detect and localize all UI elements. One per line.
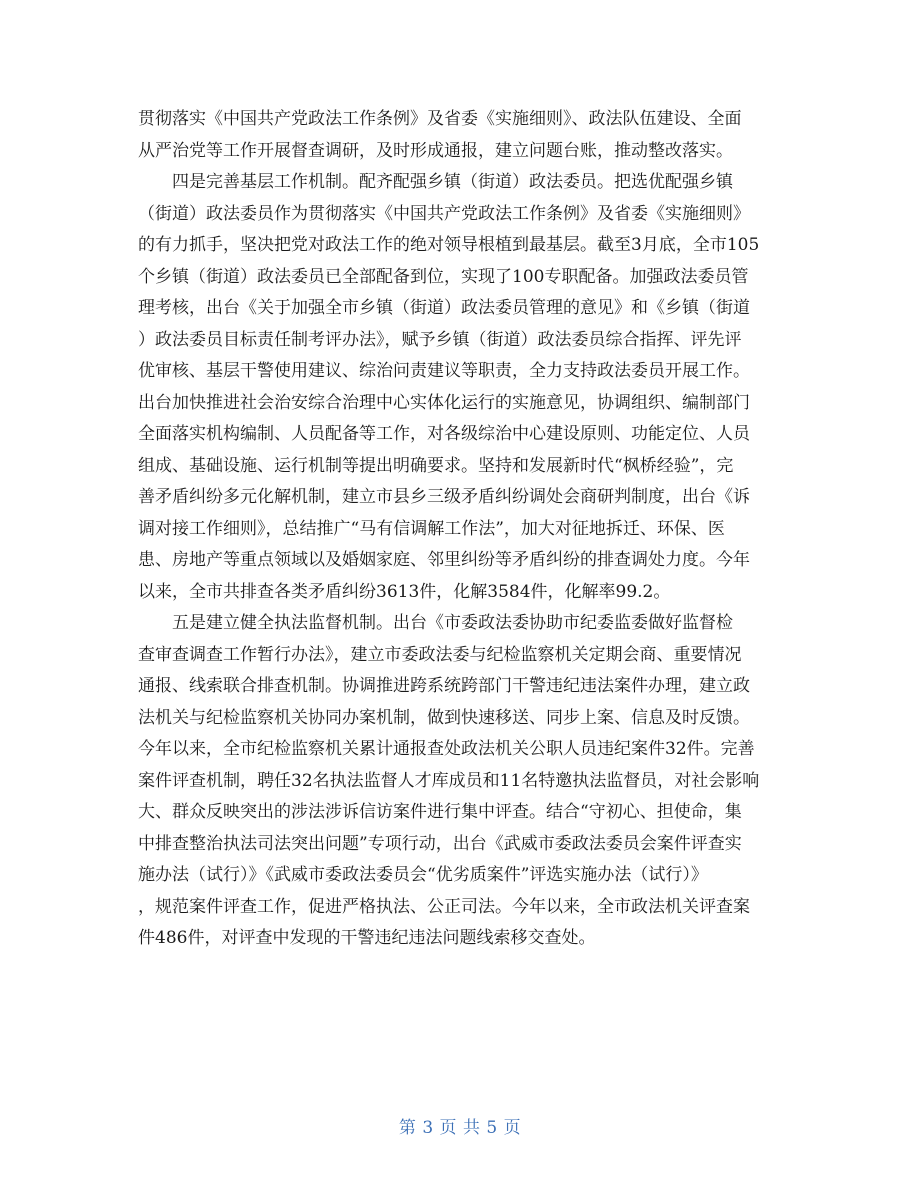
text-line: 以来，全市共排查各类矛盾纠纷3613件，化解3584件，化解率99.2。: [138, 581, 671, 602]
text-line: 案件评查机制，聘任32名执法监督人才库成员和11名特邀执法监督员，对社会影响: [138, 770, 760, 791]
text-line: 中排查整治执法司法突出问题”专项行动，出台《武威市委政法委员会案件评查实: [138, 833, 742, 854]
document-body: [138, 104, 798, 955]
text-line: 施办法（试行）》《武威市委政法委员会“优劣质案件”评选实施办法（试行）》: [138, 865, 708, 885]
paragraph-1: [138, 104, 798, 167]
text-line: 调对接工作细则》，总结推广“马有信调解工作法”，加大对征地拆迁、环保、医: [138, 518, 725, 539]
text-line: 组成、基础设施、运行机制等提出明确要求。坚持和发展新时代“枫桥经验”，完: [138, 455, 734, 476]
text-line: 的有力抓手，坚决把党对政法工作的绝对领导根植到最基层。截至3月底，全市105: [138, 235, 760, 255]
text-line: 善矛盾纠纷多元化解机制，建立市县乡三级矛盾纠纷调处会商研判制度，出台《诉: [138, 487, 750, 507]
text-line: 大、群众反映突出的涉法涉诉信访案件进行集中评查。结合“守初心、担使命，集: [138, 802, 742, 822]
text-line: 出台加快推进社会治安综合治理中心实体化运行的实施意见，协调组织、编制部门: [138, 392, 750, 413]
text-line: 通报、线索联合排查机制。协调推进跨系统跨部门干警违纪违法案件办理，建立政: [138, 676, 750, 696]
text-line: 件486件，对评查中发现的干警违纪违法问题线索移交查处。: [138, 928, 596, 948]
text-line: （街道）政法委员作为贯彻落实《中国共产党政法工作条例》及省委《实施细则》: [138, 203, 750, 224]
page-number-footer: 第 3 页 共 5 页: [398, 1118, 522, 1138]
text-line: 法机关与纪检监察机关协同办案机制，做到快速移送、同步上案、信息及时反馈。: [138, 707, 750, 728]
text-line: ）政法委员目标责任制考评办法》，赋予乡镇（街道）政法委员综合指挥、评先评: [138, 329, 742, 350]
text-line: 患、房地产等重点领域以及婚姻家庭、邻里纠纷等矛盾纠纷的排查调处力度。今年: [138, 550, 750, 570]
text-line: 理考核，出台《关于加强全市乡镇（街道）政法委员管理的意见》和《乡镇（街道: [138, 298, 750, 318]
text-line: 查审查调查工作暂行办法》，建立市委政法委与纪检监察机关定期会商、重要情况: [138, 644, 742, 665]
text-line: 从严治党等工作开展督查调研，及时形成通报，建立问题台账，推动整改落实。: [138, 140, 733, 161]
text-line: 个乡镇（街道）政法委员已全部配备到位，实现了100专职配备。加强政法委员管: [138, 266, 749, 287]
text-line: 今年以来，全市纪检监察机关累计通报查处政法机关公职人员违纪案件32件。完善: [138, 739, 755, 759]
text-line: 全面落实机构编制、人员配备等工作，对各级综治中心建设原则、功能定位、人员: [138, 424, 750, 444]
text-line: 优审核、基层干警使用建议、综治问责建议等职责，全力支持政法委员开展工作。: [138, 361, 750, 381]
text-line: ，规范案件评查工作，促进严格执法、公正司法。今年以来，全市政法机关评查案: [138, 896, 750, 917]
text-line: 五是建立健全执法监督机制。出台《市委政法委协助市纪委监委做好监督检: [172, 613, 733, 633]
text-line: 贯彻落实《中国共产党政法工作条例》及省委《实施细则》、政法队伍建设、全面: [138, 109, 742, 129]
paragraph-2: [138, 167, 798, 608]
text-line: 四是完善基层工作机制。配齐配强乡镇（街道）政法委员。把选优配强乡镇: [172, 172, 733, 192]
paragraph-3: [138, 608, 798, 955]
